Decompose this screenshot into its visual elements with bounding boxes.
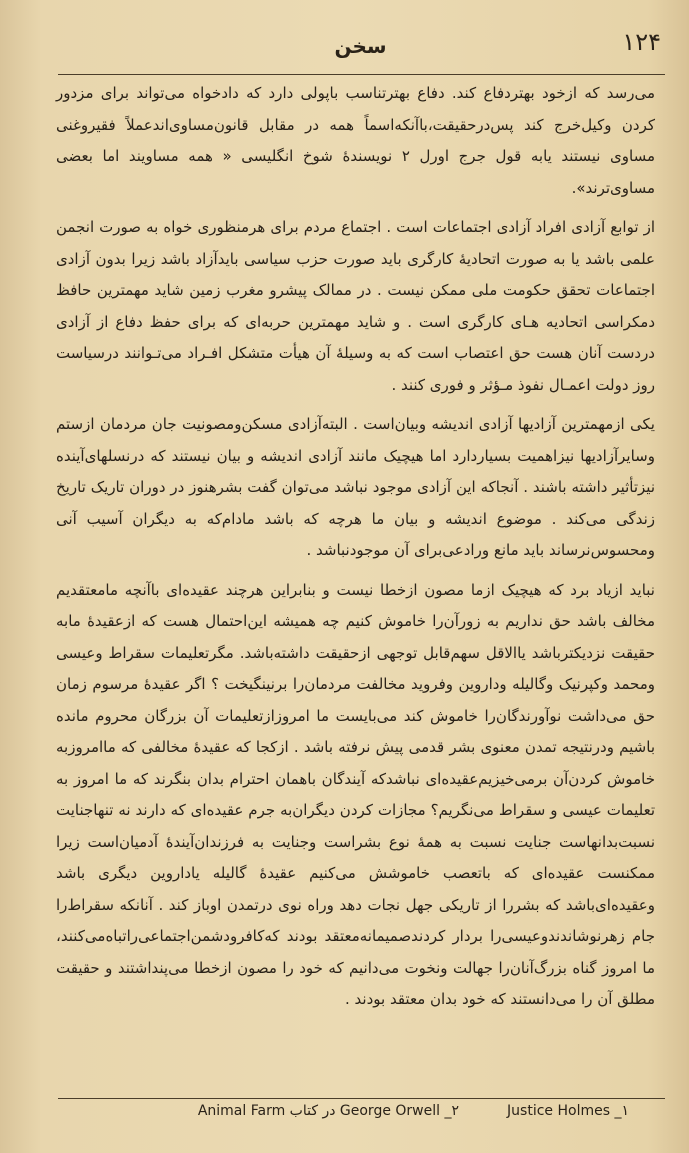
paragraph-2: از توابع آزادی افراد آزادی اجتماعات است . اجتماع مردم برای هرمنظوری خواه به صورت انجمن علمی باشد یا به صورت اتحادیهٔ کارگری باید صورت حزب سیاسی بایدآزاد باشد زیرا بدون آزادی اجتماعات تحقق حکومت ملی ممکن نیست . در ممالک پیشرو مغرب زمین شاید مهمترین حافظ دمکراسی اتحادیه هـای کارگری است . و شاید مهمترین حربه‌ای که برای حفظ دفاع از آزادی دردست آنان هست حق اعتصاب است که به وسیلهٔ آن هیأت متشکل افـراد می‌تـوانند درسیاست روز دولت اعمـال نفوذ مـؤثر و فوری کنند . <box>56 218 655 394</box>
paragraph-4: نباید ازیاد برد که هیچیک ازما مصون ازخطا نیست و بنابراین هرچند عقیده‌ای باآنچه مامعتقدیم مخالف باشد حق نداریم به زورآن‌را خاموش کنیم چه همیشه این‌احتمال هست که ازعقیدهٔ مابه حقیقت نزدیکترباشد یاالاقل سهم‌قابل توجهی ازحقیقت داشته‌باشد. مگرتعلیمات سقراط وعیسی ومحمد وکپرنیک وگالیله وداروین وفروید مخالفت مردمان‌را برنینگیخت ؟ اگر عقیدهٔ مرسوم زمان حق می‌داشت نوآورندگان‌را خاموش کند می‌بایست ما امروزازتعلیمات آن بزرگان محروم مانده باشیم ودرنتیجه تمدن معنوی بشر قدمی پیش نرفته باشد . ازکجا که عقیدهٔ مخالفی که ماامروزبه خاموش کردن‌آن برمی‌خیزیم‌عقیده‌ای نباشدکه آیندگان باهمان احترام بدان بنگرند که ما امروز به تعلیمات عیسی و سقراط می‌نگریم؟ مجازات کردن دیگران‌به جرم عقیده‌ای که دارند نه تنهاجنایت نسبت‌بدانهاست جنایت نسبت به همهٔ نوع بشراست وجنایت به فرزندان‌آیندهٔ آدمیان‌است زیرا ممکنست عقیده‌ای که باتعصب خاموشش می‌کنیم عقیدهٔ گالیله یاداروین دیگری باشد وعقیده‌ای‌باشد که بشررا از تاریکی جهل نجات دهد وراه نوی درتمدن اوباز کند . آنانکه سقراط‌را جام زهرنوشاندندوعیسی‌را بردار کردندصمیمانه‌معتقد بودند که‌کافرودشمن‌اجتماعی‌راتباه‌می‌کنند، ما امروز گناه بزرگ‌آنان‌را جهالت ونخوت می‌دانیم که خود را مصون ازخطا می‌پنداشتند و حقیقت مطلق آن را می‌دانستند که خود بدان معتقد بودند . <box>56 580 655 1008</box>
running-title: سخن <box>334 34 387 58</box>
footnotes <box>90 1103 629 1133</box>
page-number: ۱۲۴ <box>622 28 661 56</box>
footnote-1: ۱_ Justice Holmes <box>507 1103 629 1119</box>
footnote-divider <box>58 1098 665 1099</box>
page-header <box>60 28 661 68</box>
body-text <box>56 78 655 1016</box>
header-divider <box>58 74 665 75</box>
paragraph-3: یکی ازمهمترین آزادیها آزادی اندیشه وبیان‌است . البته‌آزادی مسکن‌ومصونیت جان مردمان ازستم وسایرآزادیها نیزاهمیت بسیاردارد اما هیچیک مانند آزادی اندیشه و بیان نیستند که درنسلهای‌آینده نیزتأثیر داشته باشند . آنجاکه این آزادی موجود نباشد می‌توان گفت بشرهنوز در دوران تاریک تاریخ زندگی می‌کند . موضوع اندیشه و بیان ما هرچه که باشد مادام‌که به دیگران آسیب آنی ومحسوس‌نرساند باید مانع ورادعی‌برای آن موجودنباشد . <box>56 415 655 559</box>
footnote-2: ۲_ George Orwell در کتاب Animal Farm <box>197 1103 459 1119</box>
paragraph-1: می‌رسد که ازخود بهتردفاع کند. دفاع بهترتناسب باپولی دارد که دادخواه می‌تواند برای مزدور کردن وکیل‌خرج کند پس‌درحقیقت،باآنکه‌اسماً همه در مقابل قانون‌مساوی‌اندعملاً فقیروغنی مساوی نیستند یابه قول جرج اورل ۲ نویسندهٔ شوخ انگلیسی « همه مساویند اما بعضی مساوی‌ترند». <box>56 84 655 197</box>
